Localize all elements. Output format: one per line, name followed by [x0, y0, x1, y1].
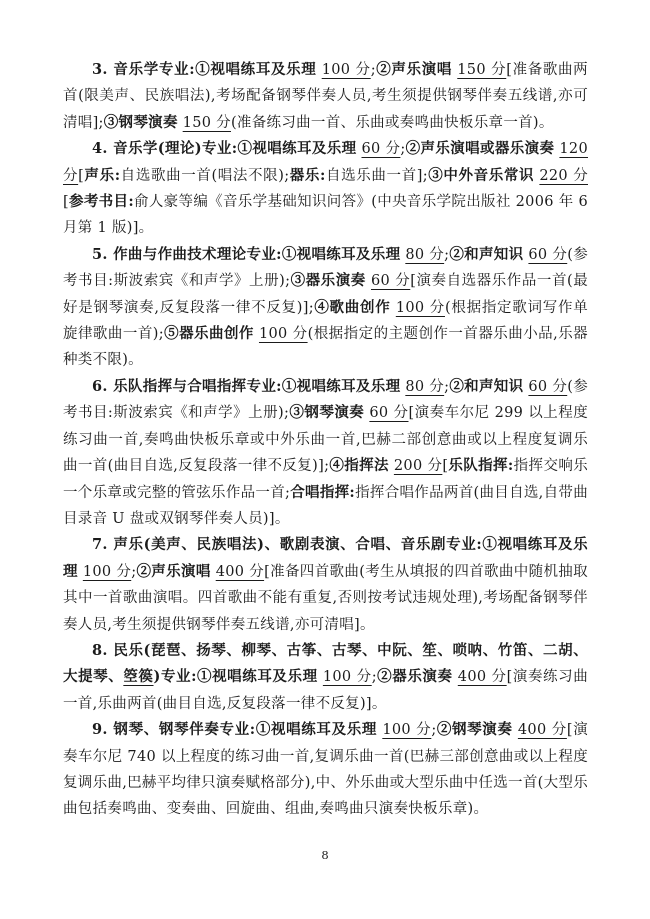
text-run: 60 分: [361, 141, 401, 158]
text-run: [演奏自选器乐作品一首(最好是钢琴演奏,反复段落一律不反复)];: [63, 273, 588, 316]
text-run: [: [63, 194, 69, 211]
text-run: 60 分: [528, 246, 568, 263]
text-run: 400 分: [215, 563, 265, 580]
text-run: 60 分: [369, 405, 409, 422]
text-run: ;: [444, 378, 450, 395]
text-run: [演奏车尔尼 740 以上程度的练习曲一首,复调乐曲一首(巴赫三部创意曲或以上程度复调乐曲,巴赫平均律只演奏赋格部分),中、外乐曲或大型乐曲中任选一首(大型乐曲包括奏鸣曲、变奏曲、回旋曲、组曲,奏鸣曲只演奏快板乐章)。: [63, 722, 588, 818]
text-run: 6. 乐队指挥与合唱指挥专业:: [92, 377, 282, 395]
text-run: )专业:: [153, 668, 197, 686]
text-run: 100 分: [395, 299, 445, 316]
text-run: 乐队指挥:: [448, 457, 514, 475]
text-run: ;: [431, 722, 437, 739]
text-run: ①视唱练耳及乐理: [63, 536, 588, 580]
text-run: ④指挥法: [329, 457, 389, 475]
text-run: ;: [370, 62, 376, 78]
text-run: 200 分: [393, 458, 443, 475]
text-run: [: [78, 167, 85, 184]
text-run: ②声乐演唱: [136, 562, 211, 580]
text-run: 9. 钢琴、钢琴伴奏专业:: [92, 721, 256, 739]
text-run: 150 分: [457, 62, 507, 78]
text-run: 100 分: [258, 326, 308, 343]
text-run: 100 分: [321, 62, 371, 78]
text-run: 箜篌: [123, 668, 154, 686]
text-run: 自选歌曲一首(唱法不限);: [120, 167, 290, 184]
text-run: 60 分: [528, 378, 568, 395]
text-run: ③器乐演奏: [290, 272, 366, 290]
text-run: ④歌曲创作: [313, 298, 391, 316]
text-run: [演奏车尔尼 299 以上程度练习曲一首,奏鸣曲快板乐章或中外乐曲一首,巴赫二部创意曲或以上程度复调乐曲一首(曲目自选,反复段落一律不反复)];: [63, 405, 589, 475]
text-run: ;: [444, 246, 450, 263]
text-run: ①视唱练耳及乐理: [196, 668, 318, 686]
text-run: (参考书目:斯波索宾《和声学》上册);: [63, 246, 588, 290]
text-run: ②和声知识: [449, 377, 524, 395]
text-run: 8. 民乐(琵琶、扬琴、柳琴、古筝、古琴、中阮、笙、唢呐、竹笛、二胡、大提琴、: [63, 641, 588, 686]
text-run: ①视唱练耳及乐理: [237, 140, 357, 158]
text-run: (参考书目:斯波索宾《和声学》上册);: [63, 378, 588, 422]
document-paragraph: [63, 57, 588, 136]
text-run: 80 分: [405, 246, 445, 263]
text-run: 100 分: [82, 563, 132, 580]
text-run: 俞人豪等编《音乐学基础知识问答》(中央音乐学院出版社 2006 年 6 月第 1 版)]。: [63, 194, 588, 237]
text-run: ②钢琴演奏: [436, 721, 513, 739]
document-paragraph: [63, 532, 588, 638]
text-run: 合唱指挥:: [290, 483, 356, 501]
text-run: ③钢琴演奏: [103, 113, 178, 131]
text-run: 指挥交响乐一个乐章或完整的管弦乐作品一首;: [63, 458, 589, 501]
text-run: (准备练习曲一首、乐曲或奏鸣曲快板乐章一首)。: [230, 114, 554, 131]
text-run: 器乐:: [289, 166, 326, 184]
text-run: 400 分: [517, 722, 567, 739]
text-run: 150 分: [182, 114, 231, 131]
text-run: ;: [400, 141, 406, 158]
text-run: ③中外音乐常识: [427, 166, 535, 184]
text-run: (根据指定的主题创作一首器乐曲小品,乐器种类不限)。: [63, 326, 588, 369]
text-run: 120 分: [63, 141, 588, 184]
text-run: 5. 作曲与作曲技术理论专业:: [92, 245, 282, 263]
text-run: ①视唱练耳及乐理: [255, 721, 378, 739]
text-run: ⑤器乐曲创作: [163, 325, 254, 343]
text-run: 80 分: [405, 378, 445, 395]
text-run: 100 分: [322, 669, 372, 686]
text-run: 7. 声乐(美声、民族唱法)、歌剧表演、合唱、音乐剧专业:: [92, 536, 483, 554]
document-paragraph: [63, 638, 588, 717]
text-run: 400 分: [457, 669, 507, 686]
text-run: [演奏练习曲一首,乐曲两首(曲目自选,反复段落一律不反复)]。: [63, 669, 588, 712]
text-run: [: [442, 458, 449, 475]
text-run: ②和声知识: [449, 245, 524, 263]
document-paragraph: [63, 136, 588, 242]
text-run: ②声乐演唱: [375, 61, 452, 78]
text-run: 指挥合唱作品两首(曲目自选,自带曲目录音 U 盘或双钢琴伴奏人员)]。: [63, 484, 588, 527]
page-number: 8: [321, 848, 329, 862]
text-run: ①视唱练耳及乐理: [281, 245, 401, 263]
text-run: 60 分: [371, 273, 411, 290]
text-run: ③钢琴演奏: [289, 404, 365, 422]
text-run: [准备四首歌曲(考生从填报的四首歌曲中随机抽取其中一首歌曲演唱。四首歌曲不能有重复,否则按考试违规处理),考场配备钢琴伴奏人员,考生须提供钢琴伴奏五线谱,亦可清唱]。: [63, 563, 588, 633]
text-run: ;: [131, 563, 137, 580]
text-run: 声乐:: [84, 166, 121, 184]
text-run: 220 分: [539, 167, 588, 184]
text-run: 参考书目:: [68, 193, 134, 211]
text-run: ②器乐演奏: [376, 668, 453, 686]
document-body: [63, 57, 588, 823]
text-run: 100 分: [382, 722, 432, 739]
text-run: 4. 音乐学(理论)专业:: [92, 140, 238, 158]
text-run: 3. 音乐学专业:: [92, 61, 195, 78]
text-run: (根据指定歌词写作单旋律歌曲一首);: [63, 299, 588, 343]
text-run: 自选乐曲一首];: [325, 167, 428, 184]
document-paragraph: [63, 717, 588, 823]
text-run: ;: [371, 669, 377, 686]
document-paragraph: [63, 242, 588, 374]
text-run: [准备歌曲两首(限美声、民族唱法),考场配备钢琴伴奏人员,考生须提供钢琴伴奏五线谱,亦可清唱];: [63, 62, 588, 131]
text-run: ①视唱练耳及乐理: [194, 61, 317, 78]
text-run: ①视唱练耳及乐理: [281, 377, 401, 395]
page-footer: [0, 848, 650, 862]
document-paragraph: [63, 374, 588, 532]
text-run: ②声乐演唱或器乐演奏: [405, 140, 555, 158]
